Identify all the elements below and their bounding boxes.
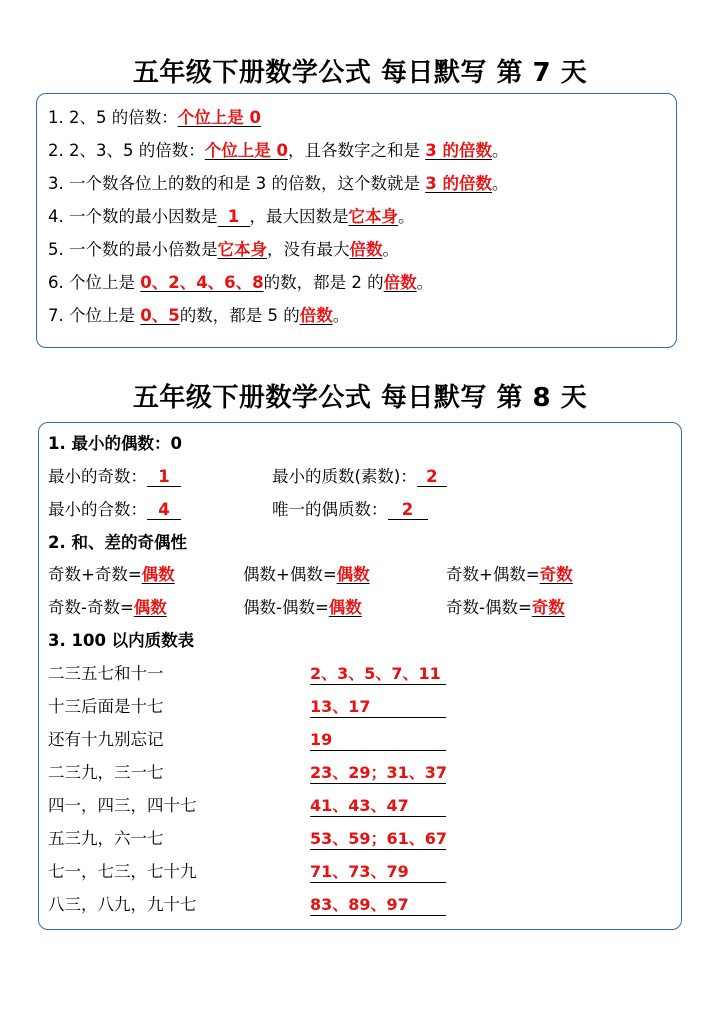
item-text: ，最大因数是 xyxy=(249,207,349,226)
item-answer: 倍数 xyxy=(349,240,383,259)
rhyme-line: 还有十九别忘记 xyxy=(48,730,164,749)
cell-label: 最小的质数(素数)： xyxy=(272,467,417,486)
rhyme-line: 七一，七三，七十九 xyxy=(48,862,197,881)
item-answer: 个位上是 0 xyxy=(204,141,288,160)
parity-answer: 偶数 xyxy=(328,598,362,617)
section2-heading: 2. 和、差的奇偶性 xyxy=(48,533,187,552)
item-text: 。 xyxy=(332,306,350,325)
item-text: 的数，都是 2 的 xyxy=(263,273,384,292)
item-answer: 1 xyxy=(218,208,250,227)
parity-answer: 奇数 xyxy=(539,565,573,584)
day7-item-6 xyxy=(48,272,433,294)
parity-odd-minus-odd xyxy=(48,597,167,619)
rhyme-line: 五三九，六一七 xyxy=(48,829,164,848)
smallest-odd xyxy=(48,466,181,488)
item-text: 5. 一个数的最小倍数是 xyxy=(48,240,218,259)
prime-list: 19 xyxy=(310,730,446,751)
parity-expr: 奇数-奇数= xyxy=(48,598,134,617)
parity-answer: 偶数 xyxy=(141,565,175,584)
only-even-prime xyxy=(272,499,428,521)
parity-answer: 偶数 xyxy=(336,565,370,584)
item-answer: 它本身 xyxy=(348,207,398,226)
day7-item-1 xyxy=(48,107,261,129)
prime-list: 53、59；61、67 xyxy=(310,829,448,848)
item-answer: 倍数 xyxy=(383,273,417,292)
item-text: 的数，都是 5 的 xyxy=(179,306,300,325)
parity-odd-minus-even xyxy=(446,597,565,619)
item-text: 。 xyxy=(398,207,415,226)
item-answer: 3 的倍数 xyxy=(425,174,492,193)
day7-item-7 xyxy=(48,305,349,327)
section3-heading: 3. 100 以内质数表 xyxy=(48,631,195,650)
smallest-composite xyxy=(48,499,181,521)
item-text: 7. 个位上是 xyxy=(48,306,141,325)
cell-label: 最小的合数： xyxy=(48,500,147,519)
parity-even-plus-even xyxy=(243,564,370,586)
day7-item-4 xyxy=(48,206,415,228)
cell-label: 最小的奇数： xyxy=(48,467,147,486)
parity-expr: 偶数+偶数= xyxy=(243,565,337,584)
item-text: 。 xyxy=(491,141,509,160)
rhyme-line: 八三，八九，九十七 xyxy=(48,895,197,914)
item-text: 3. 一个数各位上的数的和是 3 的倍数，这个数就是 xyxy=(48,174,426,193)
item-text: ，且各数字之和是 xyxy=(287,141,426,160)
prime-list: 41、43、47 xyxy=(310,796,446,817)
item-answer: 0、2、4、6、8 xyxy=(140,273,264,292)
parity-odd-plus-even xyxy=(446,564,573,586)
cell-answer: 2 xyxy=(388,501,428,520)
section1-heading: 1. 最小的偶数：0 xyxy=(48,434,182,453)
day7-item-5 xyxy=(48,239,399,261)
item-text: 2. 2、3、5 的倍数： xyxy=(48,141,205,160)
item-answer: 倍数 xyxy=(299,306,333,325)
prime-list: 83、89、97 xyxy=(310,895,446,916)
item-text: 。 xyxy=(416,273,434,292)
day8-title: 五年级下册数学公式 每日默写 第 8 天 xyxy=(132,383,588,413)
item-text: ，没有最大 xyxy=(267,240,350,259)
parity-answer: 偶数 xyxy=(133,598,167,617)
parity-expr: 偶数-偶数= xyxy=(243,598,329,617)
rhyme-line: 二三九，三一七 xyxy=(48,763,164,782)
day7-item-3 xyxy=(48,173,508,195)
parity-answer: 奇数 xyxy=(531,598,565,617)
item-answer: 它本身 xyxy=(217,240,267,259)
parity-expr: 奇数+奇数= xyxy=(48,565,142,584)
parity-expr: 奇数+偶数= xyxy=(446,565,540,584)
day7-title: 五年级下册数学公式 每日默写 第 7 天 xyxy=(132,58,588,88)
item-text: 。 xyxy=(491,174,509,193)
prime-list: 23、29；31、37 xyxy=(310,763,448,782)
day7-item-2 xyxy=(48,140,508,162)
item-answer: 个位上是 0 xyxy=(177,108,261,127)
smallest-prime xyxy=(272,466,447,488)
item-text: 4. 一个数的最小因数是 xyxy=(48,207,218,226)
rhyme-line: 二三五七和十一 xyxy=(48,664,164,683)
cell-answer: 2 xyxy=(417,468,447,487)
item-answer: 0、5 xyxy=(140,306,180,325)
item-text: 。 xyxy=(382,240,399,259)
item-text: 6. 个位上是 xyxy=(48,273,141,292)
item-text: 1. 2、5 的倍数： xyxy=(48,108,178,127)
parity-expr: 奇数-偶数= xyxy=(446,598,532,617)
item-answer: 3 的倍数 xyxy=(425,141,492,160)
parity-even-minus-even xyxy=(243,597,362,619)
cell-answer: 1 xyxy=(147,468,181,487)
rhyme-line: 四一，四三，四十七 xyxy=(48,796,197,815)
prime-list: 13、17 xyxy=(310,697,446,718)
prime-list: 2、3、5、7、11 xyxy=(310,664,446,685)
prime-list: 71、73、79 xyxy=(310,862,446,883)
rhyme-line: 十三后面是十七 xyxy=(48,697,164,716)
cell-answer: 4 xyxy=(147,501,181,520)
cell-label: 唯一的偶质数： xyxy=(272,500,388,519)
parity-odd-plus-odd xyxy=(48,564,175,586)
